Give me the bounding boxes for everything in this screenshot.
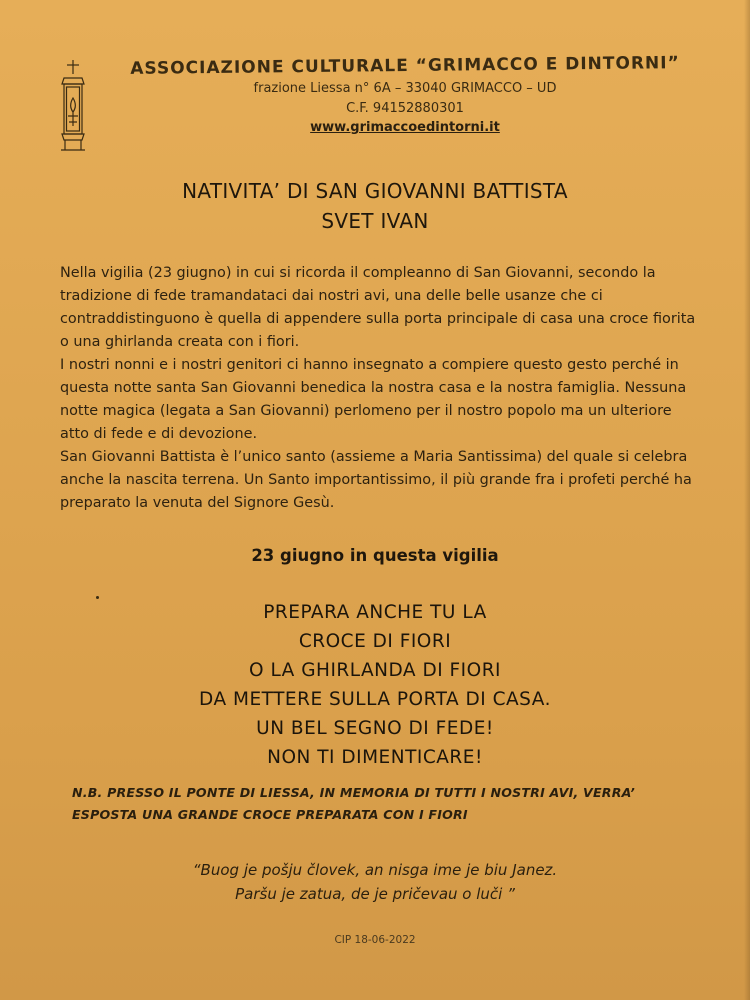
- call-to-action-line: NON TI DIMENTICARE!: [267, 747, 483, 768]
- call-to-action-line: O LA GHIRLANDA DI FIORI: [249, 660, 501, 681]
- association-name: ASSOCIAZIONE CULTURALE “GRIMACCO E DINTORNI”: [130, 53, 680, 79]
- association-header: [110, 53, 700, 135]
- call-to-action-line: DA METTERE SULLA PORTA DI CASA.: [199, 689, 551, 710]
- association-website: www.grimaccoedintorni.it: [310, 120, 500, 135]
- paper-edge-shadow: [744, 0, 750, 1000]
- association-address: frazione Liessa n° 6A – 33040 GRIMACCO – UD: [253, 81, 557, 96]
- association-tax-code: C.F. 94152880301: [346, 101, 464, 116]
- vigilia-heading: 23 giugno in questa vigilia: [251, 546, 499, 565]
- call-to-action-line: UN BEL SEGNO DI FEDE!: [256, 718, 494, 739]
- note-line-1: N.B. PRESSO IL PONTE DI LIESSA, IN MEMORIA DI TUTTI I NOSTRI AVI, VERRA’: [72, 785, 635, 800]
- call-to-action-line: PREPARA ANCHE TU LA: [263, 602, 487, 623]
- lantern-cross-logo: [56, 58, 90, 154]
- title-line-2: SVET IVAN: [321, 209, 429, 233]
- note-block: [72, 782, 692, 826]
- body-paragraph: Nella vigilia (23 giugno) in cui si ricorda il compleanno di San Giovanni, secondo la tradizione di fede tramandataci dai nostri avi, una delle belle usanze che ci contraddistinguono è quella di appendere sulla porta principale di casa una croce fiorita o una ghirlanda creata con i fiori.: [60, 265, 696, 350]
- note-line-2: ESPOSTA UNA GRANDE CROCE PREPARATA CON I FIORI: [72, 807, 468, 822]
- body-text: [60, 262, 700, 515]
- call-to-action: [0, 598, 750, 772]
- call-to-action-line: CROCE DI FIORI: [298, 631, 452, 652]
- cip-date: CIP 18-06-2022: [334, 934, 416, 946]
- quote-line-2: Paršu je zatua, de je pričevau o luči ”: [235, 885, 515, 903]
- title-line-1: NATIVITA’ DI SAN GIOVANNI BATTISTA: [182, 179, 568, 203]
- slovene-quote: [0, 858, 750, 906]
- quote-line-1: “Buog je pošju človek, an nisga ime je biu Janez.: [192, 861, 558, 879]
- body-paragraph: I nostri nonni e i nostri genitori ci hanno insegnato a compiere questo gesto perché in questa notte santa San Giovanni benedica la nostra casa e la nostra famiglia. Nessuna notte magica (legata a San Giovanni) perlomeno per il nostro popolo ma un ulteriore atto di fede e di devozione.: [60, 357, 687, 442]
- body-paragraph: San Giovanni Battista è l’unico santo (assieme a Maria Santissima) del quale si celebra anche la nascita terrena. Un Santo importantissimo, il più grande fra i profeti perché ha preparato la venuta del Signore Gesù.: [60, 449, 692, 511]
- document-title: [0, 176, 750, 236]
